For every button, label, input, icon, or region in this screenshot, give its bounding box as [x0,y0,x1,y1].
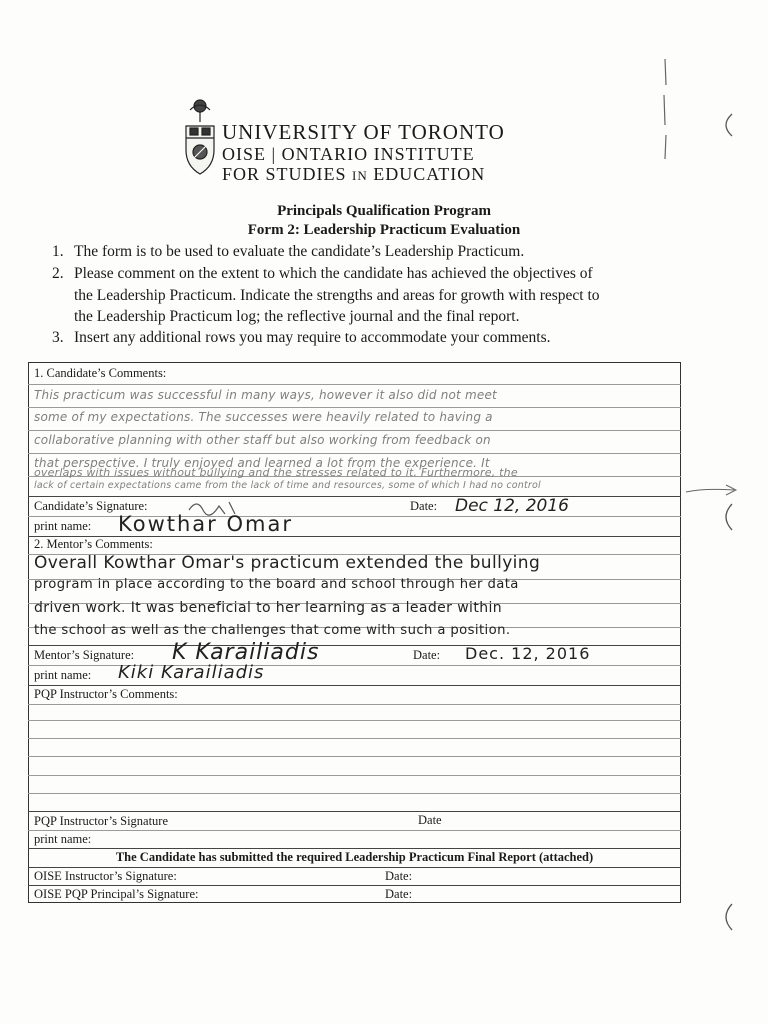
candidate-signature-label: Candidate’s Signature: [34,499,148,513]
instruction-2-cont-2: the Leadership Practicum log; the reflective journal and the final report. [74,308,520,325]
pqp-date-label: Date [418,813,442,827]
form-title: Form 2: Leadership Practicum Evaluation [247,222,521,238]
candidate-print-name-value: Kowthar Omar [118,512,293,536]
mentor-date-label: Date: [413,648,441,662]
institute-name-line-2: FOR STUDIES IN EDUCATION [222,164,486,184]
pqp-signature-label: PQP Instructor’s Signature [34,814,169,828]
institute-name-line-1: OISE | ONTARIO INSTITUTE [222,144,475,164]
mentor-comment-line: driven work. It was beneficial to her learning as a leader within [34,600,503,616]
candidate-comment-line: that perspective. I truly enjoyed and learned a lot from the experience. It [34,456,490,470]
mentor-comment-line: the school as well as the challenges that come with such a position. [34,623,511,638]
mentor-comments-label: 2. Mentor’s Comments: [34,537,153,551]
binder-hole-mark-icon [716,900,740,934]
instruction-1: 1. The form is to be used to evaluate the candidate’s Leadership Practicum. [52,243,525,260]
candidate-print-name-label: print name: [34,519,92,533]
candidate-comment-line: some of my expectations. The successes were heavily related to having a [34,410,493,424]
candidate-comments-label: 1. Candidate’s Comments: [34,366,167,380]
candidate-comment-line: overlaps with issues without bullying and the stresses related to it. Furthermore, the [34,466,518,479]
mentor-date-value: Dec. 12, 2016 [465,644,591,663]
handwritten-arrow-icon [684,480,744,500]
binder-hole-mark-icon [716,110,740,140]
oise-instructor-date-label: Date: [385,869,413,883]
mentor-signature-value: K Karailiadis [172,640,320,665]
binder-hole-mark-icon [716,500,740,534]
program-title: Principals Qualification Program [277,203,491,219]
candidate-date-label: Date: [410,499,438,513]
pqp-print-name-label: print name: [34,832,92,846]
instruction-2-cont-1: the Leadership Practicum. Indicate the strengths and areas for growth with respect to [74,287,600,304]
mentor-comment-line: Overall Kowthar Omar's practicum extended the bullying [34,553,541,573]
mentor-print-name-label: print name: [34,668,92,682]
oise-principal-date-label: Date: [385,887,413,901]
candidate-comment-line: collaborative planning with other staff but also working from feedback on [34,433,491,447]
instruction-3: 3. Insert any additional rows you may require to accommodate your comments. [52,329,551,346]
oise-instructor-signature-label: OISE Instructor’s Signature: [34,869,177,883]
instruction-2: 2. Please comment on the extent to which the candidate has achieved the objectives of [52,265,593,282]
university-crest-icon [182,96,218,178]
university-name: UNIVERSITY OF TORONTO [222,120,505,144]
oise-principal-signature-label: OISE PQP Principal’s Signature: [34,887,199,901]
scan-margin-mark [655,55,675,165]
candidate-comment-line: lack of certain expectations came from the lack of time and resources, some of which I had no control [34,480,541,491]
final-report-statement: The Candidate has submitted the required Leadership Practicum Final Report (attached) [115,850,594,864]
mentor-signature-label: Mentor’s Signature: [34,648,135,662]
candidate-comment-line: This practicum was successful in many ways, however it also did not meet [34,388,497,402]
mentor-comment-line: program in place according to the board and school through her data [34,577,519,592]
mentor-print-name-value: Kiki Karailiadis [118,662,265,683]
pqp-comments-label: PQP Instructor’s Comments: [34,687,178,701]
candidate-date-value: Dec 12, 2016 [455,496,570,516]
